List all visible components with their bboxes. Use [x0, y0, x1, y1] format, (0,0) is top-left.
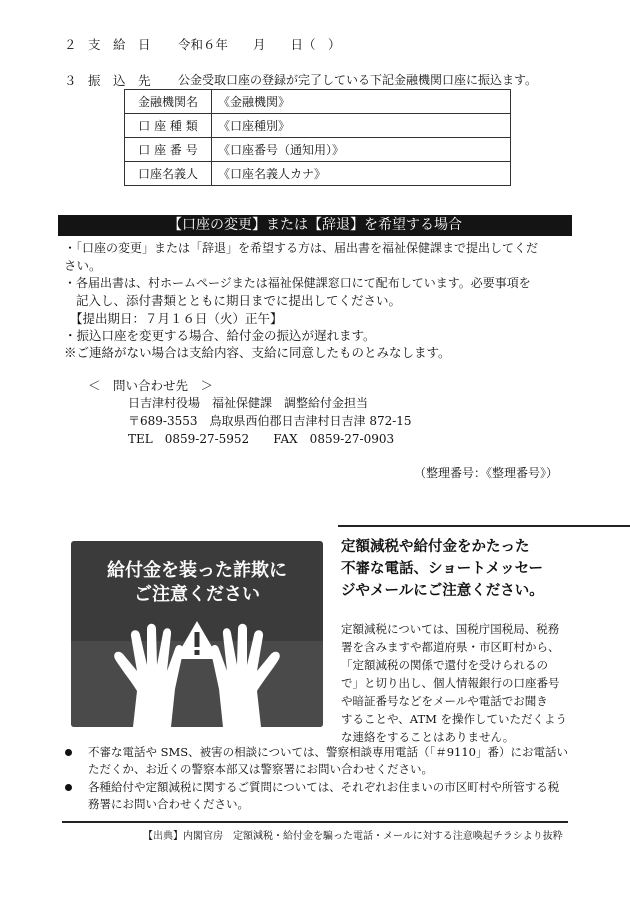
fraud-title-line: ご注意ください: [134, 584, 260, 605]
explanation-line: 署を含みますや都道府県・市区町村から、: [341, 640, 560, 654]
fraud-title-line: 給付金を装った詐欺に: [107, 560, 287, 581]
bullet-text: ただくか、お近くの警察本部又は警察署にお問い合わせください。: [88, 762, 433, 776]
table-cell-label: 口 座 種 類: [125, 114, 212, 138]
explanation-line: や暗証番号などをメールや電話でお聞き: [341, 694, 548, 708]
source-citation: 【出典】内閣官房 定額減税・給付金を騙った電話・メールに対する注意喚起チラシより抜粋: [143, 831, 563, 842]
table-cell-value: 《口座種別》: [212, 114, 511, 138]
note-line: さい。: [64, 258, 102, 273]
contact-heading: ＜ 問い合わせ先 ＞: [88, 378, 214, 393]
table-cell-label: 口 座 番 号: [125, 138, 212, 162]
fraud-illustration: [71, 541, 323, 727]
divider: [338, 525, 630, 527]
table-row: [125, 114, 511, 138]
headline-line: 定額減税や給付金をかたった: [341, 539, 530, 555]
payment-date-label: 支 給 日: [88, 37, 151, 52]
reference-number: （整理番号：《整理番号》）: [414, 466, 559, 480]
payment-date-value: 令和６年 月 日（ ）: [178, 37, 341, 52]
table-cell-label: 金融機関名: [125, 90, 212, 114]
note-line: 記入し、添付書類とともに期日までに提出してください。: [76, 293, 402, 308]
note-line: ※ご連絡がない場合は支給内容、支給に同意したものとみなします。: [64, 345, 451, 360]
explanation-line: することや、ATM を操作していただくよう: [341, 712, 568, 726]
transfer-description: 公金受取口座の登録が完了している下記金融機関口座に振込ます。: [178, 73, 538, 87]
fraud-headline: [341, 536, 581, 602]
note-line: ・「口座の変更」または「辞退」を希望する方は、届出書を福祉保健課まで提出してくだ: [64, 241, 539, 255]
bullet-text: 不審な電話や SMS、被害の相談については、警察相談専用電話（「＃9110」番）にお電話い: [88, 745, 568, 759]
divider: [62, 821, 568, 823]
fraud-explanation: [341, 620, 567, 746]
explanation-line: 「定額減税の関係で還付を受けられるの: [341, 658, 548, 672]
table-cell-value: 《口座名義人カナ》: [212, 162, 511, 186]
payment-date-number: ２: [64, 37, 77, 52]
transfer-number: ３: [64, 73, 77, 88]
contact-phone-fax: TEL 0859-27-5952 FAX 0859-27-0903: [128, 432, 395, 446]
bullet-text: 務署にお問い合わせください。: [88, 797, 249, 811]
bullet-dot-icon: [65, 784, 72, 791]
contact-address: 〒689-3553 鳥取県西伯郡日吉津村日吉津 872-15: [128, 414, 412, 428]
table-row: [125, 138, 511, 162]
bullet-dot-icon: [65, 749, 72, 756]
section-banner: 【口座の変更】または【辞退】を希望する場合: [58, 215, 572, 236]
table-cell-value: 《口座番号（通知用）》: [212, 138, 511, 162]
explanation-line: で」と切り出し、個人情報銀行の口座番号: [341, 676, 560, 690]
fraud-warning-box: [71, 541, 323, 727]
table-row: [125, 90, 511, 114]
bank-account-table: [124, 89, 511, 186]
contact-office: 日吉津村役場 福祉保健課 調整給付金担当: [128, 396, 369, 410]
submission-deadline: 【提出期日：７月１６日（火）正午】: [70, 311, 283, 326]
table-row: [125, 162, 511, 186]
transfer-label: 振 込 先: [88, 73, 151, 88]
bullet-text: 各種給付や定額減税に関するご質問については、それぞれお住まいの市区町村や所管する税: [88, 780, 560, 794]
headline-line: 不審な電話、ショートメッセー: [341, 561, 543, 577]
table-cell-value: 《金融機関》: [212, 90, 511, 114]
note-line: ・各届出書は、村ホームページまたは福祉保健課窓口にて配布しています。必要事項を: [64, 276, 531, 290]
note-line: ・振込口座を変更する場合、給付金の振込が遅れます。: [64, 328, 376, 343]
explanation-line: な連絡をすることはありません。: [341, 730, 515, 744]
table-cell-label: 口座名義人: [125, 162, 212, 186]
headline-line: ジやメールにご注意ください。: [341, 583, 544, 599]
explanation-line: 定額減税については、国税庁国税局、税務: [341, 622, 560, 636]
